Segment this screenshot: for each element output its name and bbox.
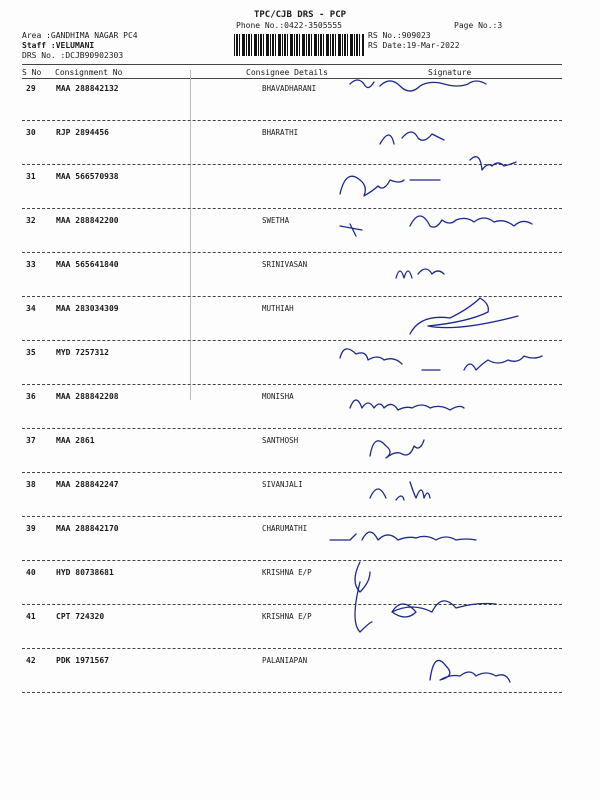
handwritten-signature xyxy=(340,338,590,378)
col-sno: S No xyxy=(22,68,42,77)
handwritten-signature xyxy=(340,74,590,114)
serial-number: 41 xyxy=(26,612,36,621)
consignee-name: MUTHIAH xyxy=(262,304,294,313)
rs-number: RS No.:909023 xyxy=(368,31,431,40)
row-separator xyxy=(22,692,562,693)
consignment-number: HYD 80738681 xyxy=(56,568,114,577)
barcode xyxy=(234,34,364,56)
drs-number: DRS No. :DCJB90902303 xyxy=(22,51,124,60)
serial-number: 38 xyxy=(26,480,36,489)
consignment-number: MAA 288842247 xyxy=(56,480,119,489)
handwritten-signature xyxy=(340,250,590,290)
consignment-number: MAA 288842208 xyxy=(56,392,119,401)
handwritten-signature xyxy=(340,382,590,422)
handwritten-signature xyxy=(340,514,590,554)
serial-number: 34 xyxy=(26,304,36,313)
consignment-number: RJP 2894456 xyxy=(56,128,109,137)
serial-number: 42 xyxy=(26,656,36,665)
consignment-number: CPT 724320 xyxy=(56,612,105,621)
consignment-number: MAA 565641840 xyxy=(56,260,119,269)
handwritten-signature xyxy=(340,602,590,642)
table-row xyxy=(0,656,600,700)
consignment-number: MAA 566570938 xyxy=(56,172,119,181)
staff-label: Staff :VELUMANI xyxy=(22,41,95,50)
serial-number: 31 xyxy=(26,172,36,181)
col-consignment: Consignment No xyxy=(55,68,123,77)
handwritten-signature xyxy=(340,206,590,246)
serial-number: 39 xyxy=(26,524,36,533)
consignee-name: MONISHA xyxy=(262,392,294,401)
handwritten-signature xyxy=(340,470,590,510)
consignee-name: SRINIVASAN xyxy=(262,260,308,269)
consignee-name: PALANIAPAN xyxy=(262,656,308,665)
handwritten-signature xyxy=(340,426,590,466)
consignee-name: SIVANJALI xyxy=(262,480,303,489)
consignee-name: SANTHOSH xyxy=(262,436,299,445)
consignment-number: MAA 2861 xyxy=(56,436,95,445)
serial-number: 36 xyxy=(26,392,36,401)
handwritten-signature xyxy=(340,294,590,334)
serial-number: 37 xyxy=(26,436,36,445)
col-consignee: Consignee Details xyxy=(246,68,328,77)
serial-number: 29 xyxy=(26,84,36,93)
serial-number: 30 xyxy=(26,128,36,137)
phone-number: Phone No.:0422-3505555 xyxy=(236,21,342,30)
page-number: Page No.:3 xyxy=(454,21,503,30)
consignee-name: KRISHNA E/P xyxy=(262,568,312,577)
serial-number: 33 xyxy=(26,260,36,269)
consignment-number: MAA 283034309 xyxy=(56,304,119,313)
header-top-rule xyxy=(22,64,562,65)
sheet-title: TPC/CJB DRS - PCP xyxy=(253,10,347,20)
handwritten-signature xyxy=(340,646,590,686)
area-label: Area :GANDHIMA NAGAR PC4 xyxy=(22,31,138,40)
serial-number: 35 xyxy=(26,348,36,357)
col-signature: Signature xyxy=(428,68,472,77)
consignee-name: CHARUMATHI xyxy=(262,524,308,533)
consignment-number: MAA 288842200 xyxy=(56,216,119,225)
consignment-number: MAA 288842170 xyxy=(56,524,119,533)
consignment-number: PDK 1971567 xyxy=(56,656,109,665)
serial-number: 40 xyxy=(26,568,36,577)
consignee-name: KRISHNA E/P xyxy=(262,612,312,621)
consignment-number: MYD 7257312 xyxy=(56,348,109,357)
consignee-name: SWETHA xyxy=(262,216,290,225)
rs-date: RS Date:19-Mar-2022 xyxy=(368,41,460,50)
handwritten-signature xyxy=(340,118,590,158)
consignment-number: MAA 288842132 xyxy=(56,84,119,93)
consignee-name: BHAVADHARANI xyxy=(262,84,317,93)
handwritten-signature xyxy=(340,558,590,598)
handwritten-signature xyxy=(340,162,590,202)
consignee-name: BHARATHI xyxy=(262,128,299,137)
serial-number: 32 xyxy=(26,216,36,225)
